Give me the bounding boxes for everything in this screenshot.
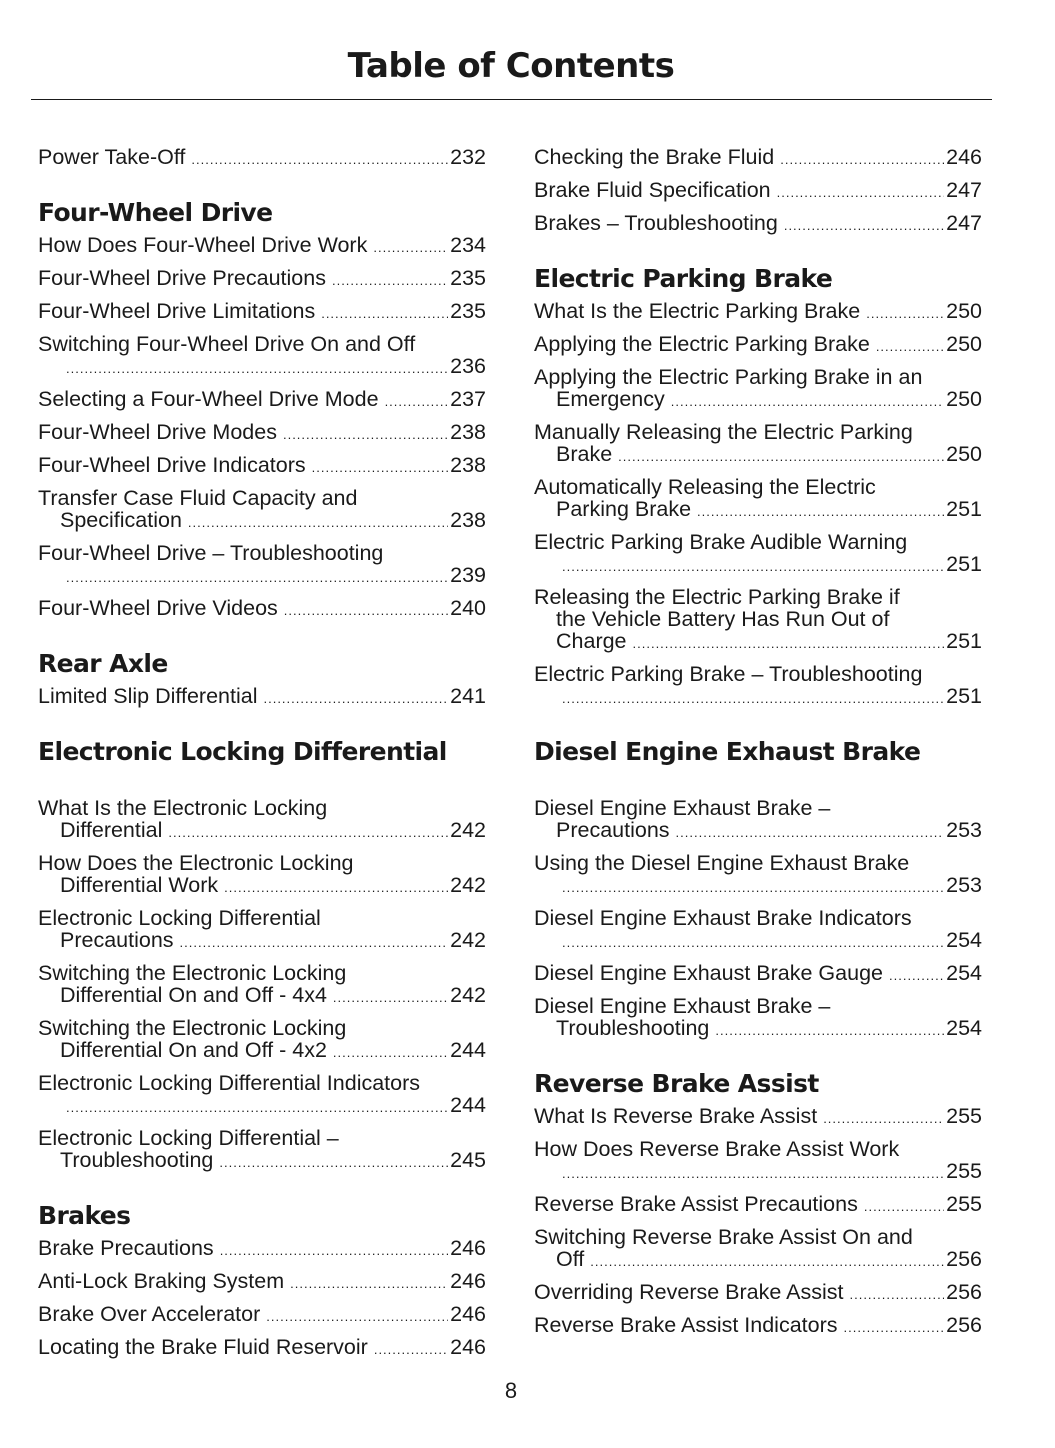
dot-leader [66,567,448,589]
toc-page-number: 250 [946,442,982,466]
dot-leader [590,1251,944,1273]
toc-entry-line [534,962,982,987]
toc-entry-title: Differential Work [60,873,219,897]
toc-entry-title: Manually Releasing the Electric Parking [534,420,913,444]
toc-entry[interactable] [38,421,486,446]
toc-entry[interactable] [534,663,982,710]
dot-leader [66,358,448,380]
toc-entry-title: Brakes – Troubleshooting [534,211,778,235]
toc-page-number: 246 [450,1302,486,1326]
toc-page-number: 256 [946,1313,982,1337]
toc-entry[interactable] [534,1226,982,1273]
toc-entry[interactable] [38,797,486,844]
toc-entry-title: Switching Four-Wheel Drive On and Off [38,332,416,356]
dot-leader [562,688,944,710]
toc-page-number: 255 [946,1159,982,1183]
dot-leader [333,987,448,1009]
dot-leader [266,1306,448,1328]
toc-page-number: 254 [946,1016,982,1040]
toc-entry-title: What Is the Electric Parking Brake [534,299,861,323]
toc-entry-line [534,333,982,358]
toc-entry-line [38,300,486,325]
toc-entry[interactable] [38,333,486,380]
page-number: 8 [504,1378,518,1403]
dot-leader [676,822,945,844]
toc-entry[interactable] [38,300,486,325]
toc-page-number: 251 [946,684,982,708]
toc-page-number: 254 [946,961,982,985]
toc-entry-line [38,1149,486,1174]
toc-page-number: 234 [450,233,486,257]
section-heading: Electronic Locking Differential [38,737,447,766]
toc-section [534,1069,982,1339]
toc-entry[interactable] [38,1072,486,1119]
toc-entry-title: Four-Wheel Drive Modes [38,420,277,444]
toc-entry-line [38,267,486,292]
toc-entry[interactable] [38,487,486,534]
dot-leader [66,1097,448,1119]
toc-entry-title: Off [556,1247,585,1271]
section-heading: Rear Axle [38,649,168,678]
toc-entry-title: Anti-Lock Braking System [38,1269,285,1293]
toc-entry-title: Electric Parking Brake Audible Warning [534,530,908,554]
toc-page-number: 237 [450,387,486,411]
toc-entry-title: Diesel Engine Exhaust Brake – [534,796,831,820]
toc-entry[interactable] [534,333,982,358]
toc-entry[interactable] [534,476,982,523]
toc-page-number: 242 [450,873,486,897]
toc-page-number: 242 [450,818,486,842]
toc-entry-line [38,234,486,259]
toc-entry-line [534,1193,982,1218]
toc-section [534,737,982,1042]
toc-entry-title: Switching the Electronic Locking [38,1016,347,1040]
toc-page-number: 241 [450,684,486,708]
toc-entry-line [534,1248,982,1273]
section-heading: Reverse Brake Assist [534,1069,819,1098]
toc-entry-title: How Does the Electronic Locking [38,851,354,875]
toc-entry-title: Limited Slip Differential [38,684,258,708]
section-heading: Electric Parking Brake [534,264,833,293]
toc-entry-title: Parking Brake [556,497,692,521]
dot-leader [312,457,448,479]
dot-leader [671,391,944,413]
toc-section [38,198,486,622]
toc-entry-title: Applying the Electric Parking Brake [534,332,870,356]
dot-leader [823,1108,944,1130]
toc-entry-line [38,597,486,622]
toc-entry-title: Precautions [556,818,670,842]
section-heading: Brakes [38,1201,131,1230]
dot-leader [633,633,945,655]
toc-entry[interactable] [38,234,486,259]
dot-leader [224,877,448,899]
title-divider [31,99,992,100]
toc-entry-line [38,1303,486,1328]
dot-leader [374,1339,448,1361]
dot-leader [715,1020,944,1042]
toc-entry-line [38,874,486,899]
toc-entry[interactable] [534,1281,982,1306]
toc-entry-title: Electronic Locking Differential Indicators [38,1071,421,1095]
toc-page-number: 236 [450,354,486,378]
toc-entry-line [38,421,486,446]
dot-leader [188,512,448,534]
toc-page-number: 251 [946,552,982,576]
dot-leader [283,424,448,446]
toc-entry-title: How Does Four-Wheel Drive Work [38,233,368,257]
toc-entry[interactable] [534,1138,982,1185]
toc-right-column [534,146,982,1347]
dot-leader [290,1273,448,1295]
toc-entry-line [534,819,982,844]
toc-entry[interactable] [38,1017,486,1064]
toc-entry-line [534,1281,982,1306]
toc-entry[interactable] [38,685,486,710]
dot-leader [864,1196,944,1218]
toc-page-number: 250 [946,332,982,356]
toc-entry[interactable] [534,212,982,237]
toc-entry[interactable] [38,852,486,899]
toc-page-number: 251 [946,629,982,653]
page-title: Table of Contents [347,46,675,86]
toc-entry-line [38,685,486,710]
toc-page-number: 255 [946,1192,982,1216]
toc-entry-line [534,179,982,204]
toc-entry-line [38,1270,486,1295]
dot-leader [562,1163,944,1185]
toc-entry[interactable] [534,1314,982,1339]
toc-entry-title: Precautions [60,928,174,952]
toc-entry-line [38,1039,486,1064]
toc-page-number: 253 [946,873,982,897]
toc-page-number: 246 [450,1335,486,1359]
toc-entry-title: Switching Reverse Brake Assist On and [534,1225,913,1249]
toc-entry-title: Electronic Locking Differential [38,906,321,930]
dot-leader [373,237,448,259]
toc-page-number: 254 [946,928,982,952]
toc-entry-title: Using the Diesel Engine Exhaust Brake [534,851,910,875]
toc-entry-line [38,984,486,1009]
toc-entry-line [38,1094,486,1119]
toc-entry-title: Transfer Case Fluid Capacity and [38,486,358,510]
toc-entry-line [534,1160,982,1185]
toc-entry-line [38,355,486,380]
toc-entry-title: Four-Wheel Drive Indicators [38,453,306,477]
toc-entry-title: Four-Wheel Drive – Troubleshooting [38,541,384,565]
toc-entry-title: Electronic Locking Differential – [38,1126,339,1150]
toc-entry-title: Reverse Brake Assist Precautions [534,1192,858,1216]
toc-entry-title: Switching the Electronic Locking [38,961,347,985]
toc-entry[interactable] [534,995,982,1042]
dot-leader [780,149,944,171]
dot-leader [332,270,448,292]
toc-entry-title: Applying the Electric Parking Brake in an [534,365,923,389]
dot-leader [849,1284,944,1306]
toc-entry-title: Troubleshooting [556,1016,710,1040]
dot-leader [220,1240,448,1262]
toc-entry-title: Emergency [556,387,665,411]
dot-leader [889,965,944,987]
toc-page-number: 239 [450,563,486,587]
toc-entry-line [534,1314,982,1339]
toc-section [534,146,982,237]
toc-entry-line [534,1017,982,1042]
toc-entry[interactable] [534,907,982,954]
toc-entry[interactable] [534,852,982,899]
toc-page-number: 253 [946,818,982,842]
dot-leader [333,1042,448,1064]
toc-entry-title: Checking the Brake Fluid [534,145,775,169]
toc-page-number: 235 [450,266,486,290]
toc-entry[interactable] [534,179,982,204]
toc-entry-title: Brake [556,442,613,466]
dot-leader [866,303,944,325]
toc-page-number: 246 [450,1269,486,1293]
toc-entry[interactable] [38,1127,486,1174]
toc-section [38,737,486,1174]
toc-entry[interactable] [38,1303,486,1328]
section-heading: Diesel Engine Exhaust Brake [534,737,921,766]
toc-entry-line [534,874,982,899]
toc-entry-line [534,630,982,655]
toc-entry-title: How Does Reverse Brake Assist Work [534,1137,900,1161]
toc-entry-line [534,685,982,710]
toc-section [38,1201,486,1361]
toc-entry[interactable] [534,586,982,655]
toc-entry-line [38,509,486,534]
toc-page-number: 235 [450,299,486,323]
dot-leader [697,501,944,523]
section-heading: Four-Wheel Drive [38,198,273,227]
dot-leader [844,1317,945,1339]
toc-page-number: 244 [450,1093,486,1117]
toc-page-number: 240 [450,596,486,620]
toc-page-number: 246 [450,1236,486,1260]
toc-entry-title: Diesel Engine Exhaust Brake Indicators [534,906,912,930]
toc-entry-title: the Vehicle Battery Has Run Out of [556,607,890,631]
toc-section [38,649,486,710]
toc-entry[interactable] [38,962,486,1009]
toc-entry-title: Four-Wheel Drive Precautions [38,266,326,290]
toc-page-number: 232 [450,145,486,169]
toc-entry[interactable] [38,454,486,479]
toc-entry-line [534,929,982,954]
dot-leader [777,182,945,204]
toc-entry-line [38,1336,486,1361]
toc-page-number: 245 [450,1148,486,1172]
toc-entry-line [534,146,982,171]
toc-entry-title: Diesel Engine Exhaust Brake – [534,994,831,1018]
toc-entry-line [38,454,486,479]
toc-entry[interactable] [534,1193,982,1218]
toc-entry-title: Releasing the Electric Parking Brake if [534,585,900,609]
toc-entry-title: Selecting a Four-Wheel Drive Mode [38,387,379,411]
toc-page-number: 250 [946,299,982,323]
toc-entry-line [534,443,982,468]
toc-page-number: 250 [946,387,982,411]
toc-page-number: 238 [450,453,486,477]
toc-entry[interactable] [38,542,486,589]
toc-entry-title: Brake Precautions [38,1236,214,1260]
toc-entry-title: Specification [60,508,182,532]
toc-entry-line [534,388,982,413]
toc-entry[interactable] [38,597,486,622]
toc-entry-line [38,929,486,954]
toc-entry[interactable] [534,146,982,171]
toc-entry-line [38,388,486,413]
toc-entry-line [534,1105,982,1130]
toc-page-number: 242 [450,928,486,952]
toc-entry-line [534,553,982,578]
toc-entry-line [534,300,982,325]
dot-leader [168,822,448,844]
toc-page-number: 251 [946,497,982,521]
toc-entry[interactable] [38,907,486,954]
dot-leader [876,336,944,358]
toc-entry[interactable] [534,300,982,325]
dot-leader [385,391,449,413]
toc-entry[interactable] [534,366,982,413]
toc-section [38,146,486,171]
toc-entry-line [38,819,486,844]
toc-page-number: 247 [946,211,982,235]
toc-entry-title: What Is Reverse Brake Assist [534,1104,818,1128]
toc-entry[interactable] [38,1237,486,1262]
toc-entry-title: What Is the Electronic Locking [38,796,328,820]
dot-leader [784,215,944,237]
toc-entry-title: Overriding Reverse Brake Assist [534,1280,844,1304]
toc-page-number: 256 [946,1280,982,1304]
toc-entry[interactable] [534,531,982,578]
dot-leader [219,1152,448,1174]
toc-entry-line [38,564,486,589]
toc-entry-title: Differential [60,818,163,842]
dot-leader [321,303,448,325]
dot-leader [180,932,449,954]
dot-leader [263,688,448,710]
toc-page-number: 256 [946,1247,982,1271]
toc-entry-title: Diesel Engine Exhaust Brake Gauge [534,961,883,985]
toc-entry[interactable] [534,421,982,468]
dot-leader [618,446,944,468]
toc-entry[interactable] [38,1270,486,1295]
toc-entry[interactable] [38,1336,486,1361]
toc-entry-title: Differential On and Off - 4x4 [60,983,327,1007]
toc-left-column [38,146,486,1369]
toc-entry[interactable] [534,962,982,987]
dot-leader [562,877,944,899]
toc-entry[interactable] [534,797,982,844]
toc-page-number: 246 [946,145,982,169]
toc-page-number: 247 [946,178,982,202]
toc-entry-title: Electric Parking Brake – Troubleshooting [534,662,923,686]
toc-page-number: 238 [450,508,486,532]
toc-page-number: 244 [450,1038,486,1062]
toc-entry-line [534,212,982,237]
dot-leader [284,600,448,622]
toc-entry-title: Locating the Brake Fluid Reservoir [38,1335,368,1359]
toc-section [534,264,982,710]
toc-entry-line [534,498,982,523]
toc-entry[interactable] [534,1105,982,1130]
toc-entry[interactable] [38,146,486,171]
toc-entry-title: Four-Wheel Drive Videos [38,596,278,620]
toc-entry-title: Four-Wheel Drive Limitations [38,299,316,323]
toc-entry-title: Differential On and Off - 4x2 [60,1038,327,1062]
toc-entry[interactable] [38,388,486,413]
toc-entry-title: Brake Fluid Specification [534,178,771,202]
toc-entry-line [38,146,486,171]
toc-entry-title: Brake Over Accelerator [38,1302,261,1326]
toc-page-number: 242 [450,983,486,1007]
toc-entry[interactable] [38,267,486,292]
toc-entry-line [38,1237,486,1262]
dot-leader [562,932,944,954]
dot-leader [191,149,448,171]
toc-entry-title: Troubleshooting [60,1148,214,1172]
toc-page-number: 238 [450,420,486,444]
toc-page-number: 255 [946,1104,982,1128]
dot-leader [562,556,944,578]
toc-entry-title: Automatically Releasing the Electric [534,475,876,499]
toc-entry-title: Power Take-Off [38,145,186,169]
toc-entry-title: Reverse Brake Assist Indicators [534,1313,838,1337]
toc-entry-title: Charge [556,629,627,653]
